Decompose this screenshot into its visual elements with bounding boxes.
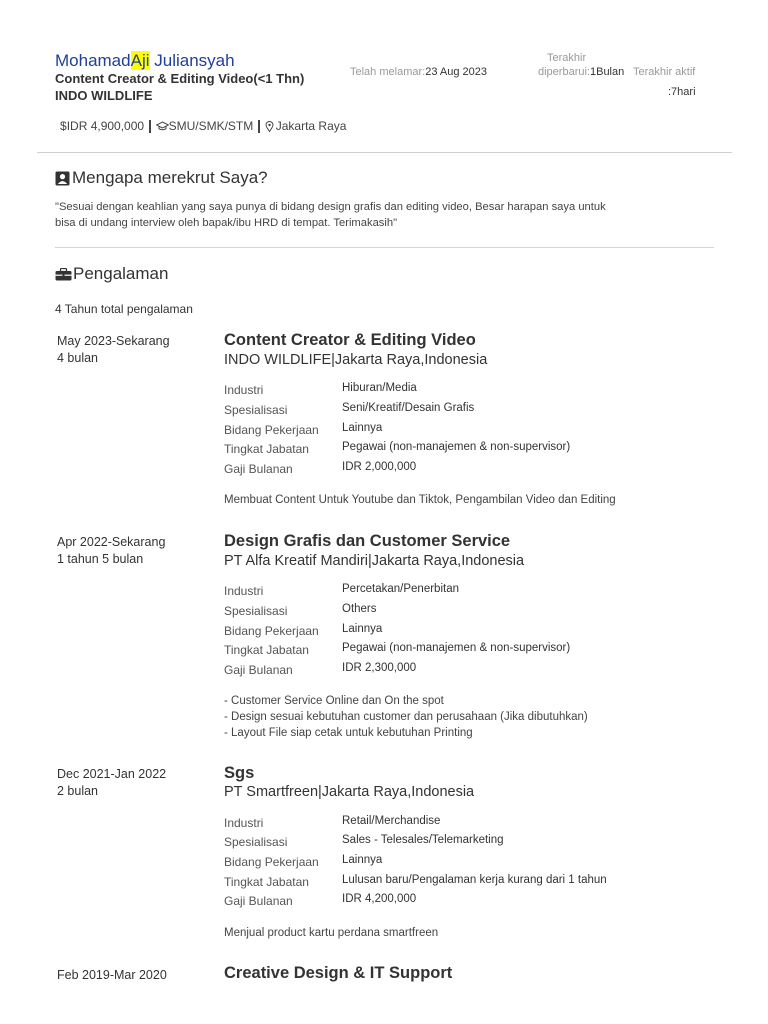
experience-period xyxy=(57,333,170,367)
name-last: Juliansyah xyxy=(149,51,235,70)
value-specialization: Others xyxy=(342,603,377,615)
value-level: Lulusan baru/Pengalaman kerja kurang dari 1 tahun xyxy=(342,874,607,886)
location-pin-icon xyxy=(265,121,274,132)
dollar-icon: $ xyxy=(60,119,67,133)
updated-value: 1Bulan xyxy=(589,66,625,78)
quote-line: bisa di undang interview oleh bapak/ibu HRD di tempat. Terimakasih" xyxy=(55,217,398,229)
experience-date: Feb 2019-Mar 2020 xyxy=(57,968,167,982)
description-line: Membuat Content Untuk Youtube dan Tiktok, Pengambilan Video dan Editing xyxy=(224,494,616,506)
candidate-location: Jakarta Raya xyxy=(275,119,347,133)
value-salary: IDR 4,200,000 xyxy=(342,893,417,905)
experience-date: May 2023-Sekarang xyxy=(57,334,170,348)
name-highlight: Aji xyxy=(130,51,150,70)
label-industry: Industri xyxy=(224,383,264,397)
divider xyxy=(149,120,151,133)
description-line: - Layout File siap cetak untuk kebutuhan Printing xyxy=(224,727,473,739)
value-industry: Percetakan/Penerbitan xyxy=(342,583,459,595)
experience-period xyxy=(57,534,165,568)
experience-title: Pengalaman xyxy=(73,264,169,283)
experience-period xyxy=(57,766,166,800)
experience-job-title: Sgs xyxy=(224,764,255,782)
candidate-stats xyxy=(60,119,346,133)
description-line: - Design sesuai kebutuhan customer dan perusahaan (Jika dibutuhkan) xyxy=(224,711,588,723)
experience-duration: 2 bulan xyxy=(57,784,99,798)
label-industry: Industri xyxy=(224,816,264,830)
description-line: Menjual product kartu perdana smartfreen xyxy=(224,927,439,939)
experience-job-title: Creative Design & IT Support xyxy=(224,964,453,982)
name-first: Mohamad xyxy=(55,51,131,70)
updated-info xyxy=(538,66,624,78)
label-field: Bidang Pekerjaan xyxy=(224,624,319,638)
applied-job-line: Content Creator & Editing Video(<1 Thn) xyxy=(55,71,305,86)
label-level: Tingkat Jabatan xyxy=(224,643,309,657)
label-industry: Industri xyxy=(224,584,264,598)
experience-description xyxy=(224,492,616,508)
active-value: :7hari xyxy=(668,86,696,98)
header-divider xyxy=(37,152,732,153)
value-field: Lainnya xyxy=(342,854,383,866)
label-level: Tingkat Jabatan xyxy=(224,875,309,889)
label-field: Bidang Pekerjaan xyxy=(224,423,319,437)
why-quote xyxy=(55,199,655,231)
experience-company: PT Alfa Kreatif Mandiri|Jakarta Raya,Indonesia xyxy=(224,553,525,569)
value-salary: IDR 2,000,000 xyxy=(342,461,417,473)
experience-section-title xyxy=(55,264,168,284)
total-experience: 4 Tahun total pengalaman xyxy=(55,302,193,316)
experience-company: INDO WILDLIFE|Jakarta Raya,Indonesia xyxy=(224,352,488,368)
description-line: - Customer Service Online dan On the spot xyxy=(224,695,444,707)
expected-salary: IDR 4,900,000 xyxy=(66,119,145,133)
experience-date: Apr 2022-Sekarang xyxy=(57,535,166,549)
value-specialization: Seni/Kreatif/Desain Grafis xyxy=(342,402,475,414)
experience-job-title: Design Grafis dan Customer Service xyxy=(224,532,511,550)
experience-description xyxy=(224,925,438,941)
updated-label-top: Terakhir xyxy=(547,52,587,64)
value-field: Lainnya xyxy=(342,422,383,434)
experience-job-title: Content Creator & Editing Video xyxy=(224,331,476,349)
value-level: Pegawai (non-manajemen & non-supervisor) xyxy=(342,642,571,654)
applied-value: 23 Aug 2023 xyxy=(425,66,487,78)
experience-period xyxy=(57,967,167,984)
label-specialization: Spesialisasi xyxy=(224,403,288,417)
why-title: Mengapa merekrut Saya? xyxy=(72,168,268,187)
experience-company: PT Smartfreen|Jakarta Raya,Indonesia xyxy=(224,784,475,800)
value-industry: Retail/Merchandise xyxy=(342,815,441,827)
divider xyxy=(258,120,260,133)
active-label: Terakhir aktif xyxy=(633,66,696,78)
value-specialization: Sales - Telesales/Telemarketing xyxy=(342,834,504,846)
label-salary: Gaji Bulanan xyxy=(224,894,293,908)
quote-line: "Sesuai dengan keahlian yang saya punya di bidang design grafis dan editing video, Besar harapan saya untuk xyxy=(55,201,606,213)
applied-label: Telah melamar: xyxy=(350,66,426,78)
value-level: Pegawai (non-manajemen & non-supervisor) xyxy=(342,441,571,453)
candidate-name xyxy=(55,51,235,71)
label-level: Tingkat Jabatan xyxy=(224,442,309,456)
briefcase-icon xyxy=(55,268,72,281)
experience-date: Dec 2021-Jan 2022 xyxy=(57,767,167,781)
value-field: Lainnya xyxy=(342,623,383,635)
label-specialization: Spesialisasi xyxy=(224,604,288,618)
value-salary: IDR 2,300,000 xyxy=(342,662,417,674)
person-badge-icon xyxy=(55,171,70,186)
label-specialization: Spesialisasi xyxy=(224,835,288,849)
value-industry: Hiburan/Media xyxy=(342,382,417,394)
why-section-title xyxy=(55,168,268,188)
label-salary: Gaji Bulanan xyxy=(224,663,293,677)
label-field: Bidang Pekerjaan xyxy=(224,855,319,869)
experience-description xyxy=(224,693,588,741)
label-salary: Gaji Bulanan xyxy=(224,462,293,476)
section-divider xyxy=(55,247,714,248)
updated-label: diperbarui: xyxy=(538,66,590,78)
applied-company: INDO WILDLIFE xyxy=(55,88,153,103)
applied-date xyxy=(350,66,487,78)
education-level: SMU/SMK/STM xyxy=(168,119,254,133)
graduation-cap-icon xyxy=(156,121,169,131)
experience-duration: 1 tahun 5 bulan xyxy=(57,552,144,566)
experience-duration: 4 bulan xyxy=(57,351,99,365)
